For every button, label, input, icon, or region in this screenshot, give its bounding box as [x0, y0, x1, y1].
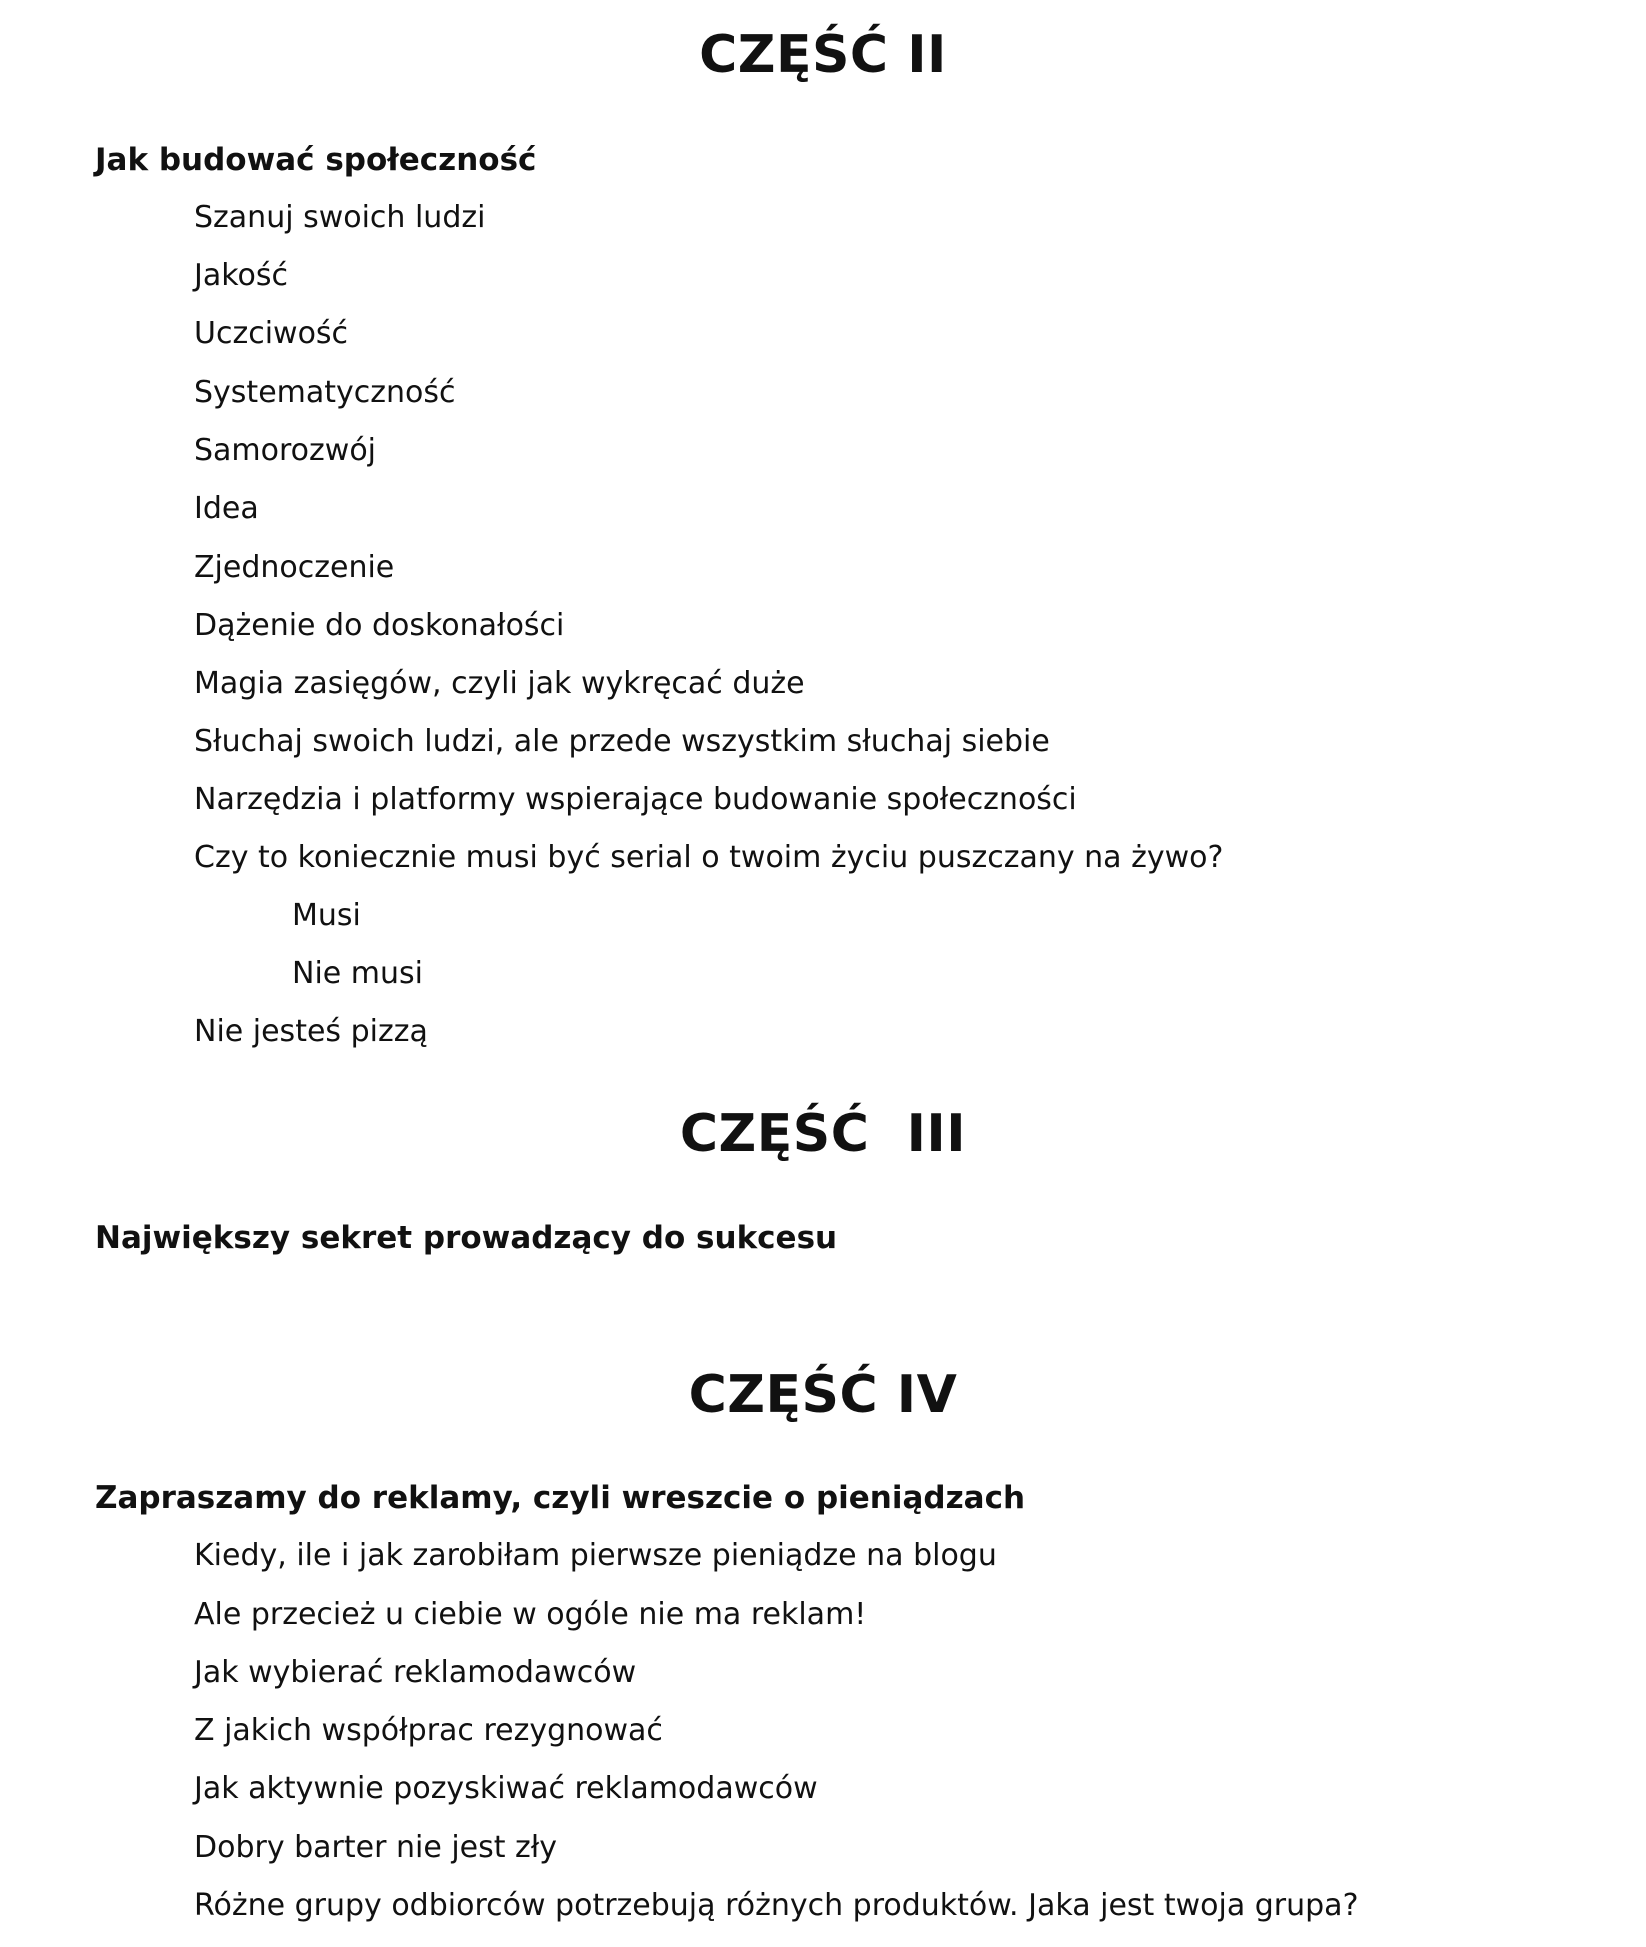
toc-item: Czy to koniecznie musi być serial o twoim życiu puszczany na żywo?: [194, 840, 1224, 875]
toc-item: Jak wybierać reklamodawców: [194, 1655, 637, 1690]
toc-item: Nie jesteś pizzą: [194, 1014, 428, 1049]
toc-item: Szanuj swoich ludzi: [194, 200, 486, 235]
toc-item: Z jakich współprac rezygnować: [194, 1713, 663, 1748]
toc-item: Jakość: [194, 258, 289, 293]
part-3-section-title: Największy sekret prowadzący do sukcesu: [95, 1220, 838, 1256]
toc-item: Dążenie do doskonałości: [194, 608, 565, 643]
part-2-title: CZĘŚĆ II: [699, 25, 947, 85]
toc-item: Idea: [194, 491, 259, 526]
toc-item: Ale przecież u ciebie w ogóle nie ma reklam!: [194, 1597, 867, 1632]
part-4-title: CZĘŚĆ IV: [688, 1365, 958, 1425]
toc-item: Narzędzia i platformy wspierające budowanie społeczności: [194, 782, 1077, 817]
part-3-title: CZĘŚĆ III: [679, 1104, 967, 1164]
toc-item: Samorozwój: [194, 433, 377, 468]
toc-item: Dobry barter nie jest zły: [194, 1830, 558, 1865]
part-2-section-title: Jak budować społeczność: [95, 142, 537, 178]
toc-subitem: Nie musi: [292, 956, 423, 991]
toc-item: Systematyczność: [194, 375, 456, 410]
toc-item: Różne grupy odbiorców potrzebują różnych produktów. Jaka jest twoja grupa?: [194, 1888, 1359, 1923]
toc-item: Magia zasięgów, czyli jak wykręcać duże: [194, 666, 805, 701]
part-4-section-title: Zapraszamy do reklamy, czyli wreszcie o pieniądzach: [95, 1480, 1026, 1516]
toc-item: Kiedy, ile i jak zarobiłam pierwsze pieniądze na blogu: [194, 1538, 997, 1573]
toc-item: Słuchaj swoich ludzi, ale przede wszystkim słuchaj siebie: [194, 724, 1050, 759]
toc-item: Uczciwość: [194, 316, 349, 351]
toc-item: Jak aktywnie pozyskiwać reklamodawców: [194, 1771, 818, 1806]
toc-subitem: Musi: [292, 898, 361, 933]
toc-item: Zjednoczenie: [194, 550, 395, 585]
